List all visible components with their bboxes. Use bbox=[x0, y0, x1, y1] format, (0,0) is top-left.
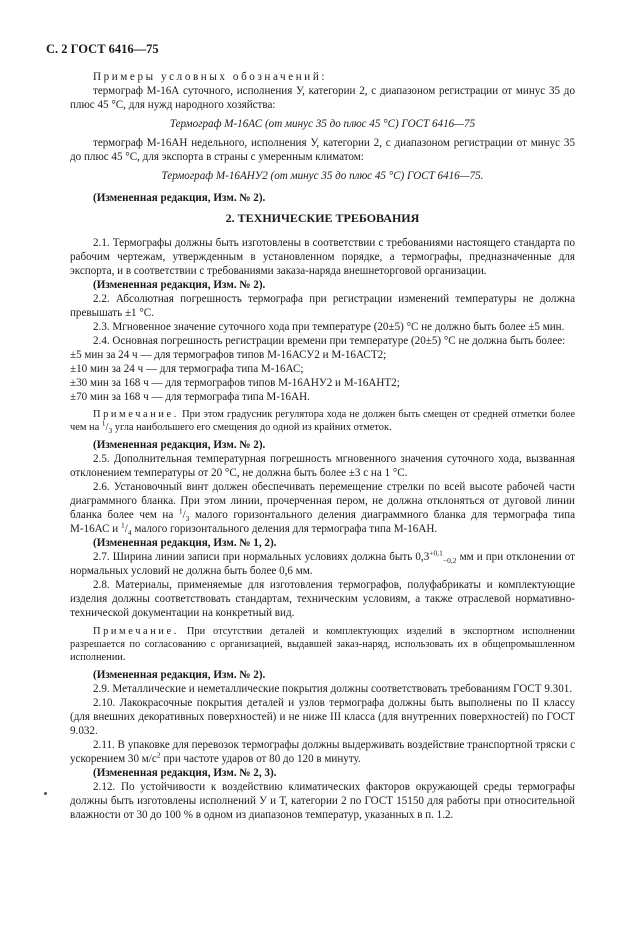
paragraph-2-4-item: ±10 мин за 24 ч — для термографа типа М-16АС; bbox=[70, 363, 304, 375]
paragraph-2-8: 2.8. Материалы, применяемые для изготовления термографов, полуфабрикаты и комплектующие изделия должны соответствовать стандартам, техническим условиям, а также отраслевой нормативно-технической документации на конкретный вид. bbox=[70, 579, 575, 619]
paragraph-2-4-item: ±30 мин за 168 ч — для термографов типов М-16АНУ2 и М-16АНТ2; bbox=[70, 377, 400, 389]
example-1-text: термограф М-16А суточного, исполнения У, категории 2, с диапазоном регистрации от минус 35 до плюс 45 °С, для нужд народного хозяйства: bbox=[70, 85, 575, 111]
paragraph-2-6-b: малого горизонтального деления диаграммного бланка для термографа типа М-16АС и bbox=[70, 509, 576, 535]
note-1-text-a: При этом градусник регулятора хода не должен быть смещен от средней отметки более чем на bbox=[70, 409, 575, 433]
examples-block bbox=[70, 70, 575, 205]
paragraph-2-11-b: при частоте ударов от 80 до 120 в минуту. bbox=[163, 753, 361, 765]
revision-2-8: (Измененная редакция, Изм. № 2). bbox=[93, 669, 266, 681]
paragraph-2-7 bbox=[70, 550, 575, 578]
paragraph-2-3: 2.3. Мгновенное значение суточного хода при температуре (20±5) °С не должно быть более ±5 мин. bbox=[93, 321, 565, 333]
scan-speck bbox=[44, 792, 47, 795]
paragraph-2-7-b: мм и при отклонении от нормальных условий не должна быть более 0,6 мм. bbox=[70, 551, 575, 577]
p2-6-fraction-1-num: 1 bbox=[178, 506, 183, 516]
p2-6-fraction-1-den: 3 bbox=[185, 514, 190, 524]
paragraph-2-6-c: малого горизонтального деления для термографа типа М-16АН. bbox=[134, 523, 438, 535]
note-1: Примечание. При этом градусник регулятора хода не должен быть смещен от средней отметки более чем на $^1/_3$ угла наибольшего его смещения до одной из крайних отметок. bbox=[70, 409, 575, 436]
paragraph-2-2: 2.2. Абсолютная погрешность термографа при регистрации изменений температуры не должна превышать ±1 °С. bbox=[70, 293, 575, 319]
note-2-label: Примечание. bbox=[93, 626, 179, 637]
paragraph-2-11 bbox=[70, 738, 575, 766]
paragraph-2-11-a: 2.11. В упаковке для перевозок термографы должны выдерживать воздействие транспортной тряски с ускорением 30 м/с bbox=[70, 739, 575, 765]
examples-title: Примеры условных обозначений: bbox=[93, 71, 328, 83]
paragraph-2-4-item: ±5 мин за 24 ч — для термографов типов М-16АСУ2 и М-16АСТ2; bbox=[70, 349, 387, 361]
p2-11-exponent: 2 bbox=[156, 750, 161, 760]
page-header: С. 2 ГОСТ 6416—75 bbox=[46, 42, 159, 56]
note-1-fraction-num: 1 bbox=[101, 418, 106, 428]
p2-7-tolerance-lower: −0,2 bbox=[442, 556, 457, 566]
paragraph-2-7-a: 2.7. Ширина линии записи при нормальных условиях должна быть 0,3 bbox=[93, 551, 430, 563]
note-1-text-b: угла наибольшего его смещения до одной из крайних отметок. bbox=[114, 422, 392, 433]
example-2-text: термограф М-16АН недельного, исполнения У, категории 2, с диапазоном регистрации от минус 35 до плюс 45 °С, для экспорта в страны с умеренным климатом: bbox=[70, 137, 575, 163]
paragraph-2-10: 2.10. Лакокрасочные покрытия деталей и узлов термографа должны быть выполнены по II классу (для внешних декоративных поверхностей) и не ниже III класса (для внутренних поверхностей) по ГОСТ 9.032. bbox=[70, 697, 575, 737]
revision-2-11: (Измененная редакция, Изм. № 2, 3). bbox=[93, 767, 277, 779]
revision-2-6: (Измененная редакция, Изм. № 1, 2). bbox=[93, 537, 277, 549]
revision-2-1: (Измененная редакция, Изм. № 2). bbox=[93, 279, 266, 291]
examples-revision: (Измененная редакция, Изм. № 2). bbox=[93, 192, 266, 204]
section-body bbox=[70, 236, 575, 822]
paragraph-2-12: 2.12. По устойчивости к воздействию климатических факторов окружающей среды термографы должны быть изготовлены исполнений У и Т, категории 2 по ГОСТ 15150 для работы при относительной влажности от 30 до 100 % в одном из диапазонов температур, указанных в п. 1.2. bbox=[70, 781, 575, 821]
paragraph-2-4-item: ±70 мин за 168 ч — для термографа типа М-16АН. bbox=[70, 391, 310, 403]
p2-6-fraction-2-den: 4 bbox=[127, 528, 132, 538]
note-2-text: При отсутствии деталей и комплектующих изделий в экспортном исполнении разрешается по согласованию с организацией, выдавшей заказ-наряд, использовать их в общепромышленном исполнении. bbox=[70, 626, 575, 663]
paragraph-2-4: 2.4. Основная погрешность регистрации времени при температуре (20±5) °С не должна быть более: bbox=[93, 335, 566, 347]
revision-2-4: (Измененная редакция, Изм. № 2). bbox=[93, 439, 266, 451]
example-1-designation: Термограф М-16АС (от минус 35 до плюс 45 °С) ГОСТ 6416—75 bbox=[169, 118, 476, 130]
paragraph-2-6-a: 2.6. Установочный винт должен обеспечивать перемещение стрелки по всей высоте рабочей части диаграммного бланка. При этом линии, прочерченная пером, не должна отклоняться от дуговой линии бланка более чем на bbox=[70, 481, 575, 521]
paragraph-2-1: 2.1. Термографы должны быть изготовлены в соответствии с требованиями настоящего стандарта по рабочим чертежам, утвержденным в установленном порядке, а термографы, предназначенные для экспорта, и в соответствии с требованиями заказа-наряда внешнеторговой организации. bbox=[70, 237, 575, 277]
note-1-fraction-den: 3 bbox=[108, 426, 113, 436]
section-title: 2. ТЕХНИЧЕСКИЕ ТРЕБОВАНИЯ bbox=[225, 211, 420, 225]
paragraph-2-6: 2.6. Установочный винт должен обеспечивать перемещение стрелки по всей высоте рабочей части диаграммного бланка. При этом линии, прочерченная пером, не должна отклоняться от дуговой линии бланка более чем на $^1/_3$ малого горизонтального деления диаграммного бланка для термографа типа М-16АС и $^1/_4$ малого горизонтального деления для термографа типа М-16АН. bbox=[70, 481, 576, 538]
note-1-label: Примечание. bbox=[93, 409, 179, 420]
p2-6-fraction-2-num: 1 bbox=[121, 520, 125, 530]
note-2 bbox=[70, 625, 575, 664]
example-2-designation: Термограф М-16АНУ2 (от минус 35 до плюс 45 °С) ГОСТ 6416—75. bbox=[161, 170, 484, 182]
paragraph-2-5: 2.5. Дополнительная температурная погрешность мгновенного значения суточного хода, вызванная отклонением температуры от 20 °С, не должна быть более ±3 с на 1 °С. bbox=[70, 453, 575, 479]
p2-7-tolerance-upper: +0,1 bbox=[429, 548, 443, 558]
paragraph-2-9: 2.9. Металлические и неметаллические покрытия должны соответствовать требованиям ГОСТ 9.301. bbox=[93, 683, 573, 695]
